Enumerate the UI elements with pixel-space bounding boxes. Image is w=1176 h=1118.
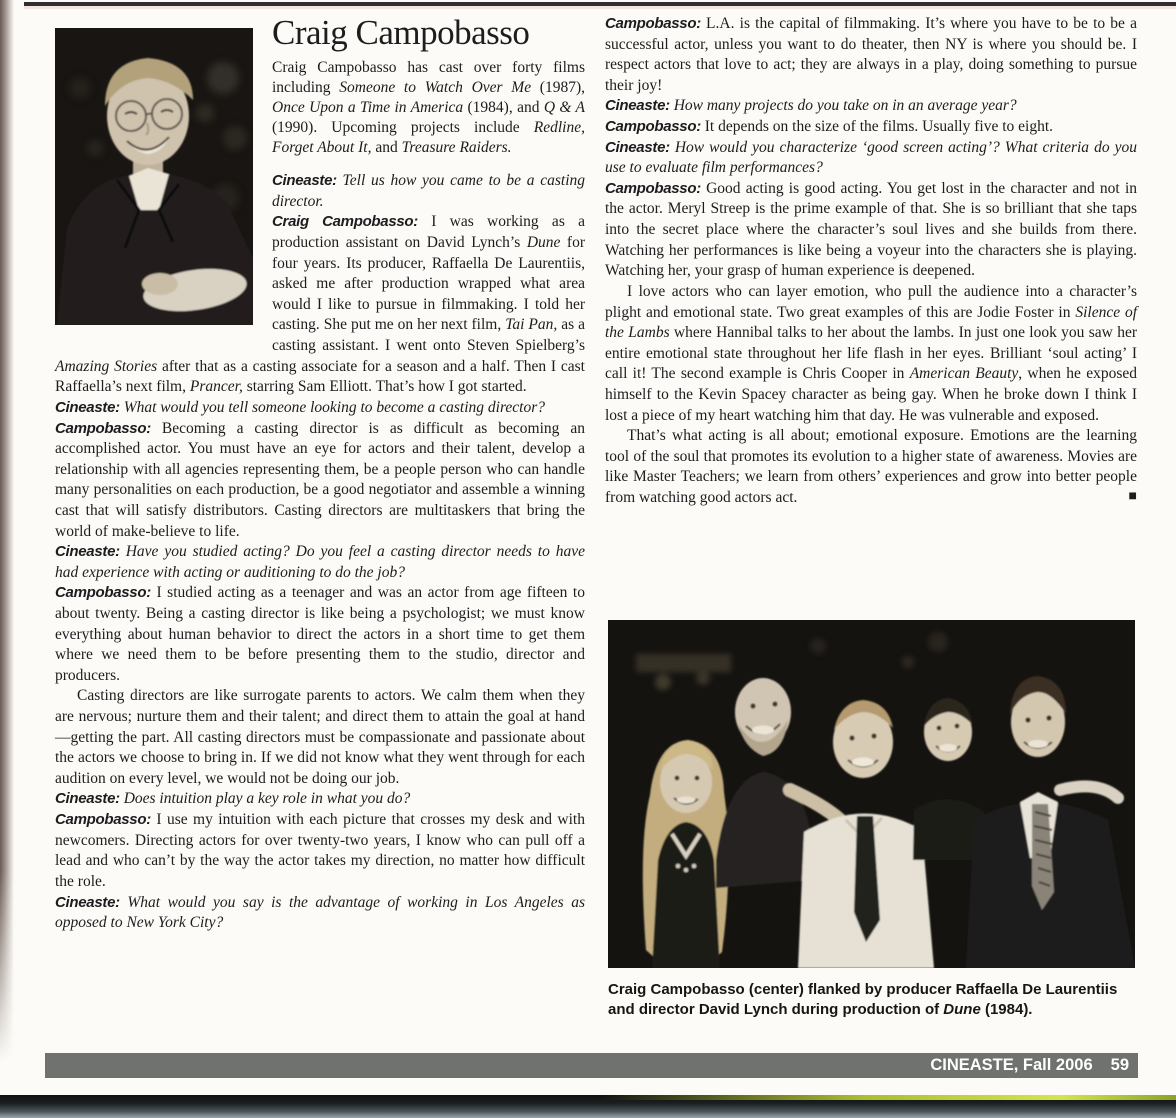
text-segment: Cineaste: [272,172,337,190]
text-segment: Cineaste: [55,790,120,808]
text-segment: Casting directors are like surrogate parents to actors. We calm them when they are nervous; nurture them and their talent; and direct them to attain the goal at hand—getting the part. All casting directors must be compassionate and passionate about the actors we choose to bring in. If we did not know what they went through for each audition on every level, we would not be doing our job. [55,687,585,787]
text-segment: It depends on the size of the films. Usually five to eight. [700,118,1054,136]
text-segment: Tai Pan, [505,316,558,334]
text-segment: I love actors who can layer emotion, who pull the audience into a character’s plight and emotional state. Two great examples of this are Jodie Foster in [605,282,1137,321]
article-paragraph [55,686,585,789]
article-paragraph [605,138,1137,179]
text-segment: Once Upon a Time in America [272,98,464,116]
text-segment: Dune [943,1001,981,1019]
article-title: Craig Campobasso [272,13,530,52]
page-bottom-edge [0,1095,1176,1118]
text-segment: I studied acting as a teenager and was an actor from age fifteen to about twenty. Being a casting director is like being a psychologist; we must know everything about human behavior to direct the actors in a short time to get them where we need them to be before presenting them to the studio, director and producers. [55,584,585,684]
text-segment: Craig Campobasso has cast over forty films including [272,58,585,96]
text-segment: Silence of the Lambs [605,303,1137,342]
text-segment: (1984), and [463,98,544,116]
text-segment: Cineaste: [55,893,120,911]
text-segment: Becoming a casting director is as difficult as becoming an accomplished actor. You must have an eye for actors and their talent, develop a relationship with all agencies representing them, be a people person who can handle many personalities on each production, be a good negotiator and assemble a winning cast that will satisfy distributors. Casting directors are multitaskers that bring the world of make-believe to life. [55,419,585,540]
text-segment: Campobasso: [55,811,151,829]
footer-bar [45,1053,1138,1078]
text-segment: as a casting assistant. I went onto Steven Spielberg’s [272,316,585,355]
scan-gutter-shadow [0,0,14,1062]
article-paragraph [605,282,1137,426]
text-segment: I was working as a production assistant on David Lynch’s [272,213,585,252]
text-segment: where Hannibal talks to her about the lambs. In just one look you saw her entire emotional state throughout her life flash in her eyes. Brilliant ‘soul acting’ I call it! The second example is Chris Cooper in [605,324,1137,383]
text-segment: ■ [1128,489,1137,505]
text-segment: Someone to Watch Over Me [339,78,532,96]
text-segment: How would you characterize ‘good screen acting’? What criteria do you use to evaluate film performances? [605,138,1137,177]
footer-journal: CINEASTE, Fall 2006 [930,1056,1093,1074]
text-segment: Have you studied acting? Do you feel a casting director needs to have had experience with acting or auditioning to do the job? [55,543,585,581]
footer-page-number: 59 [1110,1056,1129,1074]
article-paragraph [55,810,585,892]
text-segment: I use my intuition with each picture that crosses my desk and with newcomers. Directing actors for over twenty-two years, I know who can pull off a lead and who can’t by the way the actor takes my direction, no matter how difficult the role. [55,811,585,890]
portrait-photo [55,28,253,325]
text-segment: for four years. Its producer, Raffaella De Laurentiis, asked me after production wrapped what area would I like to pursue in filmmaking. I told her casting. She put me on her next film, [272,234,585,334]
text-segment: Amazing Stories [55,357,158,375]
article-paragraph [605,426,1137,508]
text-segment: Campobasso: [605,179,701,197]
text-segment: (1987), [531,78,585,96]
text-segment: , when he exposed himself to the Kevin Spacey character as being gay. When he broke down I think I lost a piece of my heart watching him that day. He was vulnerable and exposed. [605,365,1137,424]
text-segment: Tell us how you came to be a casting director. [272,172,585,210]
text-segment: Cineaste: [605,138,670,156]
bottom-edge-highlight [600,1095,1176,1100]
text-segment: and [371,139,402,157]
text-segment: American Beauty [909,365,1019,383]
group-photo-caption [608,980,1135,1021]
article-paragraph [55,583,585,686]
text-segment: Craig Campobasso: [272,213,418,231]
text-segment: Dune [526,234,561,252]
text-segment: Good acting is good acting. You get lost in the character and not in the actor. Meryl Streep is the prime example of that. She is so brilliant that she taps into the secret place where the character’s soul lives and she builds from there. Watching her performances is like being a voyeur into the characters she is playing. Watching her, your grasp of human experience is deepened. [605,179,1137,280]
text-segment: That’s what acting is all about; emotional exposure. Emotions are the learning tool of the soul that promotes its evolution to a higher state of awareness. Movies are like Master Teachers; we learn from others’ experiences and grow into better people from watching good actors act. [605,427,1137,507]
article-paragraph [55,419,585,543]
article-paragraph [55,789,585,810]
text-segment: (1990). Upcoming projects include [272,118,534,136]
text-segment: Cineaste: [55,398,120,416]
text-segment: (1984). [980,1001,1033,1019]
text-segment: What would you tell someone looking to become a casting director? [119,398,545,416]
text-segment: after that as a casting associate for a season and a half. Then I cast Raffaella’s next film, [55,357,585,396]
text-segment: Campobasso: [605,118,701,136]
text-segment: starring Sam Elliott. That’s how I got started. [242,378,527,396]
page-top-rule [24,2,1176,6]
text-segment: Cineaste: [605,97,670,115]
text-segment: Campobasso: [55,419,151,437]
article-paragraph [605,14,1137,96]
text-segment: Cineaste: [55,543,120,561]
text-segment: Craig Campobasso (center) flanked by producer Raffaella De Laurentiis and director David Lynch during production of [608,981,1118,1019]
text-segment: Redline, Forget About It, [272,118,585,157]
text-segment: Prancer, [189,378,243,396]
article-paragraph [605,117,1137,138]
article-paragraph [55,542,585,583]
text-segment: Q & A [543,98,585,116]
group-photo-block [608,620,1135,1021]
text-segment: What would you say is the advantage of working in Los Angeles as opposed to New York City? [55,893,585,932]
text-segment: Does intuition play a key role in what you do? [119,790,411,808]
text-segment: How many projects do you take on in an average year? [669,97,1017,115]
article-paragraph [605,179,1137,282]
article-paragraph [55,893,585,934]
right-column-paragraphs [605,14,1137,509]
article-paragraph [55,398,585,419]
text-segment: L.A. is the capital of filmmaking. It’s where you have to be to be a successful actor, unless you want to do theater, then NY is where you should be. I respect actors that love to act; they are always in a play, doing something to pursue their joy! [605,15,1137,94]
text-segment: Campobasso: [605,15,701,32]
left-column [55,14,585,934]
article-paragraph [605,96,1137,117]
group-photo [608,620,1135,968]
text-segment: Treasure Raiders. [401,139,512,157]
text-segment: Campobasso: [55,584,151,602]
